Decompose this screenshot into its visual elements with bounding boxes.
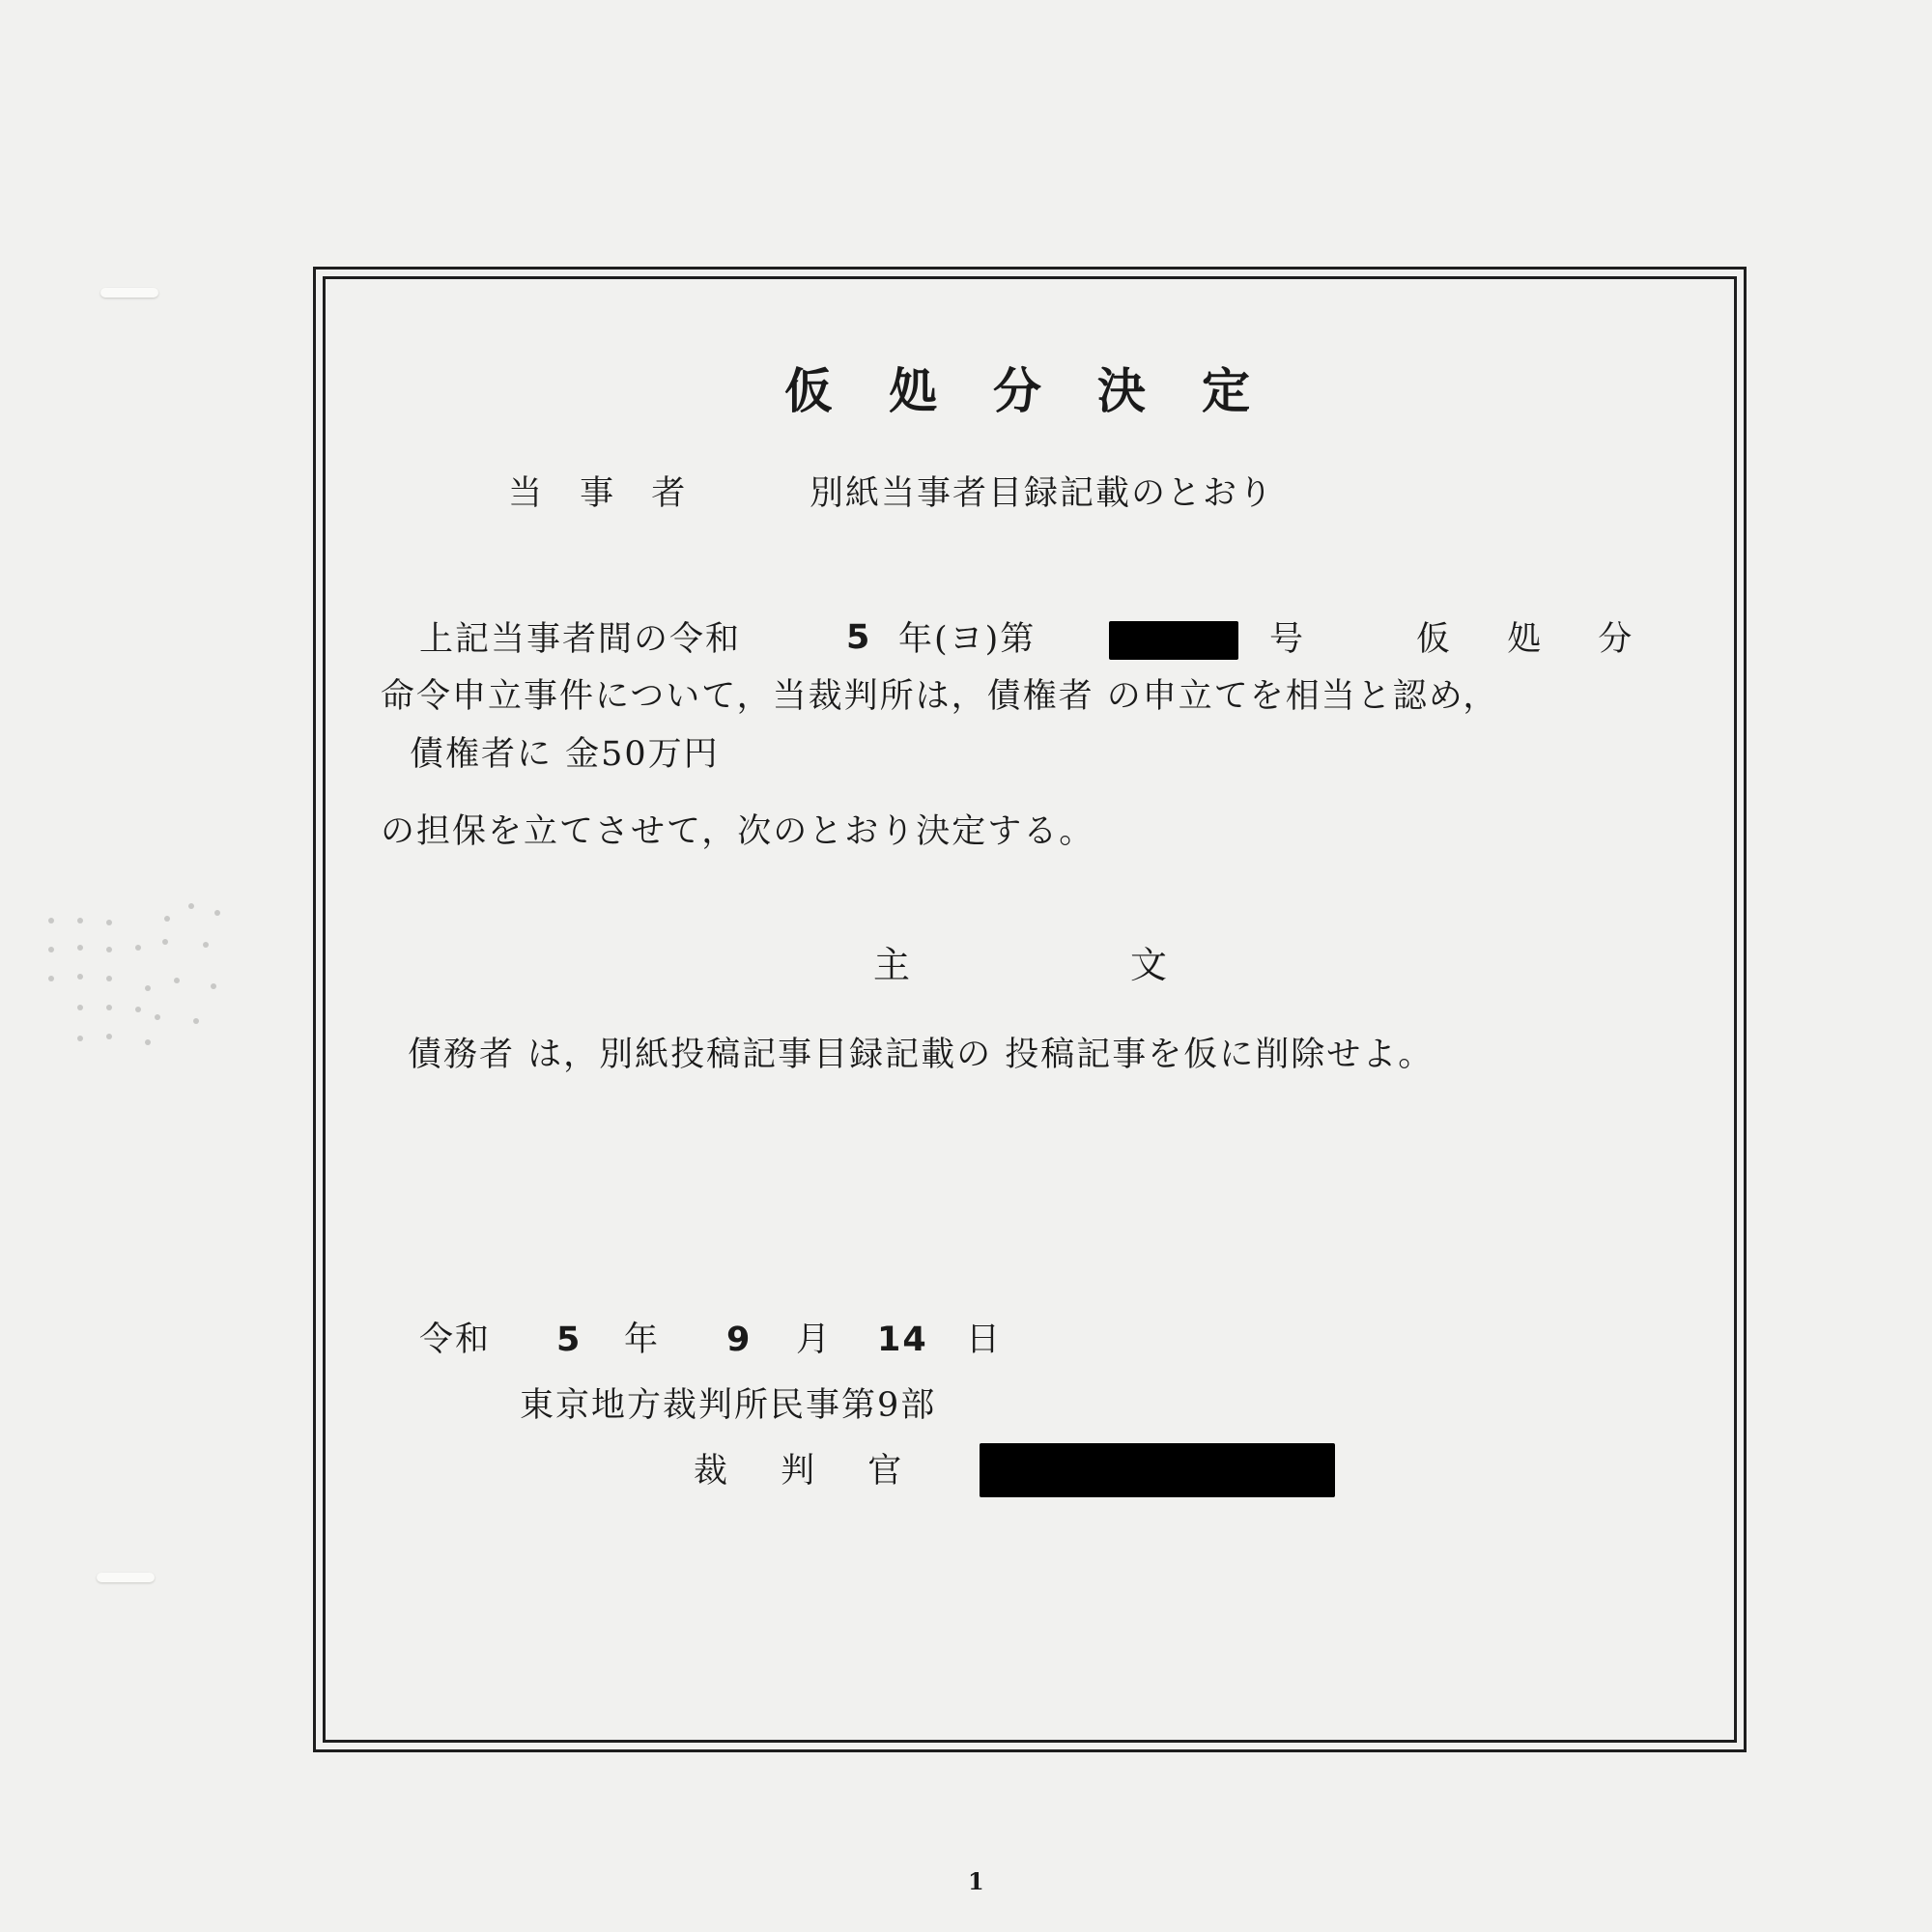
- parties-value: 別紙当事者目録記載のとおり: [810, 474, 1275, 513]
- judge-label: 裁 判 官: [694, 1452, 923, 1491]
- intro-line1-mid: 年(ヨ)第: [898, 620, 1037, 659]
- case-number-redaction: [1109, 621, 1238, 660]
- date-month-unit: 月: [796, 1321, 833, 1359]
- court-name: 東京地方裁判所民事第9部: [520, 1386, 937, 1425]
- date-year-unit: 年: [624, 1321, 661, 1359]
- date-month: 9: [726, 1321, 753, 1359]
- intro-line1-suffix: 号: [1269, 620, 1306, 659]
- order-text: 債務者 は，別紙投稿記事目録記載の 投稿記事を仮に削除せよ。: [408, 1036, 1435, 1074]
- binding-hole-mark: [97, 1573, 155, 1582]
- intro-line3: 債権者に 金50万円: [410, 735, 720, 774]
- date-day-unit: 日: [966, 1321, 1003, 1359]
- date-day: 14: [877, 1321, 928, 1359]
- date-era: 令和: [419, 1321, 492, 1359]
- main-heading-2: 文: [1130, 944, 1170, 986]
- date-year: 5: [556, 1321, 582, 1359]
- binding-hole-mark: [100, 288, 158, 298]
- document-title: 仮処分決定: [784, 362, 1306, 419]
- intro-line1-end: 仮 処 分: [1416, 620, 1656, 659]
- judge-name-redaction: [980, 1443, 1335, 1497]
- intro-line1-prefix: 上記当事者間の令和: [419, 620, 742, 659]
- intro-line2: 命令申立事件について，当裁判所は，債権者 の申立てを相当と認め，: [381, 677, 1499, 716]
- main-heading-1: 主: [873, 944, 913, 986]
- punched-dot-pattern: [39, 898, 232, 1053]
- parties-label: 当 事 者: [508, 474, 699, 513]
- page-number: 1: [968, 1867, 986, 1895]
- intro-year: 5: [846, 618, 872, 657]
- intro-line4: の担保を立てさせて，次のとおり決定する。: [381, 812, 1095, 851]
